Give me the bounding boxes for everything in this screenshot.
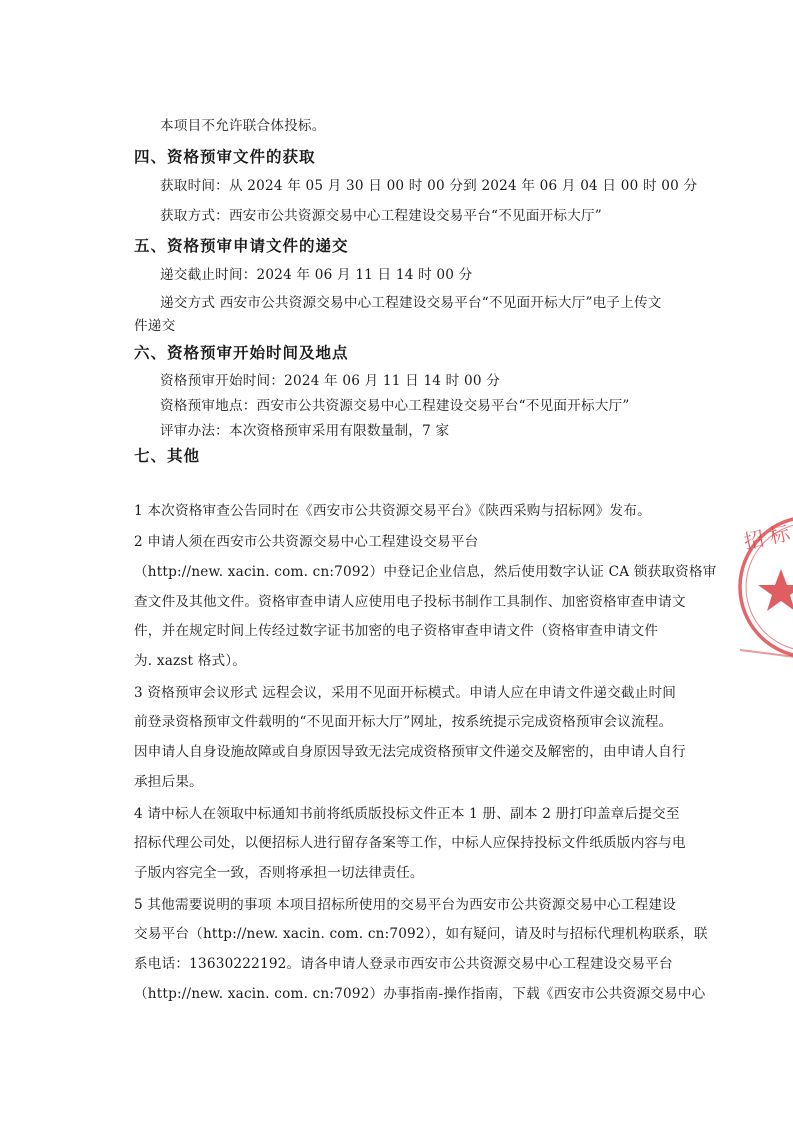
other-item-2-line-3: 查文件及其他文件。资格审查申请人应使用电子投标书制作工具制作、加密资格审查申请文: [134, 594, 686, 610]
paragraph-review-method: 评审办法：本次资格预审采用有限数量制，7 家: [160, 423, 450, 439]
other-item-4-line-1: 4 请中标人在领取中标通知书前将纸质版投标文件正本 1 册、副本 2 册打印盖章后提交至: [134, 806, 680, 822]
other-item-5-line-4: （http://new. xacin. com. cn:7092）办事指南-操作指南，下载《西安市公共资源交易中心: [134, 986, 706, 1002]
section-heading-7: 七、其他: [134, 447, 201, 465]
other-item-5-line-3: 系电话：13630222192。请各申请人登录市西安市公共资源交易中心工程建设交易平台: [134, 956, 673, 972]
other-item-3-line-2: 前登录资格预审文件载明的“不见面开标大厅”网址，按系统提示完成资格预审会议流程。: [134, 714, 673, 730]
other-item-2-line-5: 为. xazst 格式）。: [134, 653, 247, 669]
other-item-1: 1 本次资格审查公告同时在《西安市公共资源交易平台》《陕西采购与招标网》发布。: [134, 503, 651, 519]
other-item-2-line-4: 件，并在规定时间上传经过数字证书加密的电子资格审查申请文件（资格审查申请文件: [134, 623, 659, 639]
paragraph-acquisition-time: 获取时间：从 2024 年 05 月 30 日 00 时 00 分到 2024 年 06 月 04 日 00 时 00 分: [160, 178, 698, 194]
other-item-2-line-1: 2 申请人须在西安市公共资源交易中心工程建设交易平台: [134, 534, 479, 550]
paragraph-review-start-time: 资格预审开始时间：2024 年 06 月 11 日 14 时 00 分: [160, 373, 500, 389]
other-item-4-line-3: 子版内容完全一致，否则将承担一切法律责任。: [134, 865, 424, 881]
paragraph-submission-method-cont: 件递交: [134, 318, 176, 334]
other-item-3-line-3: 因申请人自身设施故障或自身原因导致无法完成资格预审文件递交及解密的，由申请人自行: [134, 744, 686, 760]
paragraph-submission-method: 递交方式 西安市公共资源交易中心工程建设交易平台“不见面开标大厅”电子上传文: [160, 295, 662, 311]
paragraph-submission-deadline: 递交截止时间：2024 年 06 月 11 日 14 时 00 分: [160, 267, 473, 283]
other-item-3-line-4: 承担后果。: [134, 774, 203, 790]
section-heading-4: 四、资格预审文件的获取: [134, 148, 316, 166]
seal-text: 招 标: [741, 520, 793, 554]
paragraph-review-location: 资格预审地点：西安市公共资源交易中心工程建设交易平台“不见面开标大厅”: [160, 398, 630, 414]
section-heading-6: 六、资格预审开始时间及地点: [134, 344, 349, 362]
seal-stamp-icon: [735, 505, 793, 670]
section-heading-5: 五、资格预审申请文件的递交: [134, 237, 349, 255]
other-item-5-line-2: 交易平台（http://new. xacin. com. cn:7092），如有疑问，请及时与招标代理机构联系，联: [134, 926, 708, 942]
other-item-4-line-2: 招标代理公司处，以便招标人进行留存备案等工作，中标人应保持投标文件纸质版内容与电: [134, 835, 686, 851]
other-item-2-line-2: （http://new. xacin. com. cn:7092）中登记企业信息，然后使用数字认证 CA 锁获取资格审: [134, 564, 717, 580]
other-item-5-line-1: 5 其他需要说明的事项 本项目招标所使用的交易平台为西安市公共资源交易中心工程建设: [134, 897, 677, 913]
paragraph-no-consortium: 本项目不允许联合体投标。: [160, 118, 326, 134]
other-item-3-line-1: 3 资格预审会议形式 远程会议，采用不见面开标模式。申请人应在申请文件递交截止时间: [134, 685, 677, 701]
paragraph-acquisition-method: 获取方式：西安市公共资源交易中心工程建设交易平台“不见面开标大厅”: [160, 208, 602, 224]
